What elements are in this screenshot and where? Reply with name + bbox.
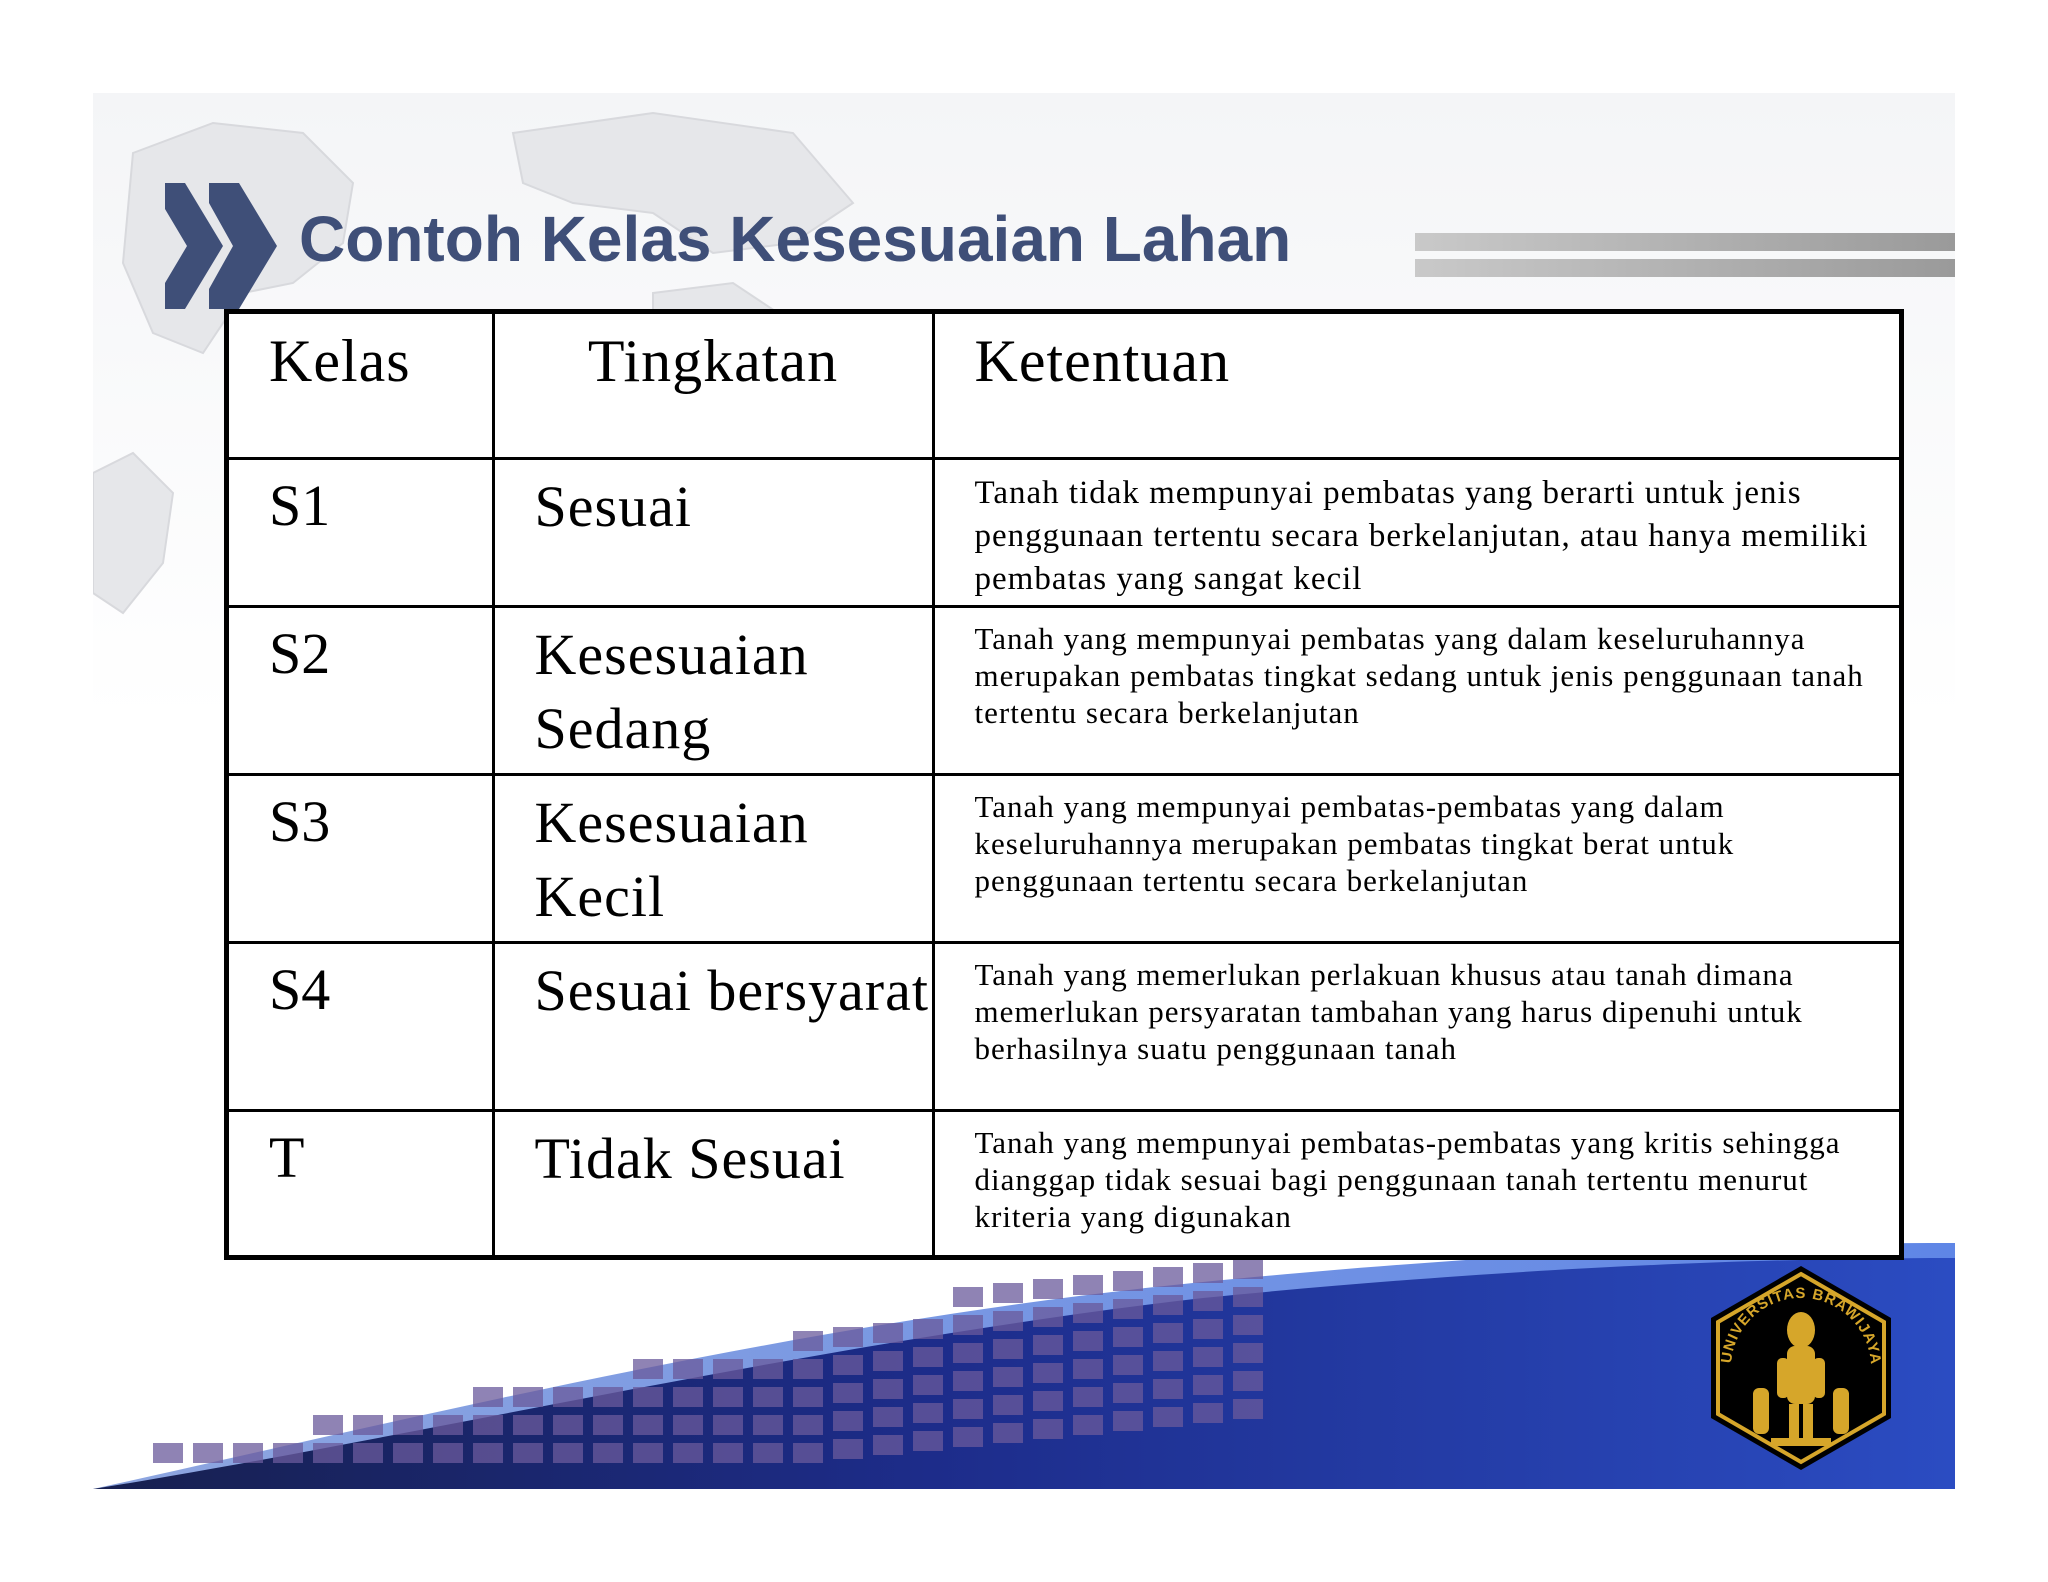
mosaic-tile	[1153, 1295, 1183, 1315]
mosaic-tile	[513, 1443, 543, 1463]
mosaic-tile	[913, 1403, 943, 1423]
mosaic-tile	[673, 1359, 703, 1379]
mosaic-tile	[1233, 1343, 1263, 1363]
mosaic-tile	[1113, 1383, 1143, 1403]
mosaic-tile	[553, 1415, 583, 1435]
mosaic-tile	[753, 1387, 783, 1407]
mosaic-tile	[313, 1443, 343, 1463]
mosaic-tile	[953, 1287, 983, 1307]
mosaic-tile	[993, 1339, 1023, 1359]
mosaic-tile	[833, 1383, 863, 1403]
header-kelas: Kelas	[229, 314, 493, 458]
mosaic-tile	[633, 1387, 663, 1407]
mosaic-tile	[1033, 1419, 1063, 1439]
mosaic-tile	[1113, 1355, 1143, 1375]
mosaic-tile	[1033, 1391, 1063, 1411]
mosaic-tile	[1153, 1407, 1183, 1427]
table-row	[229, 1110, 1899, 1255]
mosaic-tile	[1233, 1259, 1263, 1279]
mosaic-tile	[593, 1387, 623, 1407]
mosaic-tile	[1193, 1291, 1223, 1311]
mosaic-tile	[1233, 1315, 1263, 1335]
slide	[93, 93, 1955, 1489]
cell-ketentuan: Tanah yang mempunyai pembatas-pembatas yang kritis sehingga dianggap tidak sesuai bagi penggunaan tanah tertentu menurut kriteria yang digunakan	[933, 1110, 1899, 1255]
cell-ketentuan: Tanah yang mempunyai pembatas-pembatas yang dalam keseluruhannya merupakan pembatas tingkat berat untuk penggunaan tertentu secara berkelanjutan	[933, 774, 1899, 942]
mosaic-tile	[873, 1323, 903, 1343]
mosaic-tile	[353, 1415, 383, 1435]
mosaic-tile	[753, 1415, 783, 1435]
mosaic-tile	[593, 1415, 623, 1435]
mosaic-tile	[913, 1347, 943, 1367]
mosaic-tile	[753, 1443, 783, 1463]
cell-ketentuan: Tanah yang mempunyai pembatas yang dalam keseluruhannya merupakan pembatas tingkat sedang untuk jenis penggunaan tanah tertentu secara berkelanjutan	[933, 606, 1899, 774]
mosaic-tile	[833, 1439, 863, 1459]
cell-ketentuan: Tanah tidak mempunyai pembatas yang berarti untuk jenis penggunaan tertentu secara berkelanjutan, atau hanya memiliki pembatas yang sangat kecil	[933, 458, 1899, 606]
mosaic-tile	[993, 1283, 1023, 1303]
table-header-row	[229, 314, 1899, 458]
cell-kelas: T	[229, 1110, 493, 1255]
mosaic-tile	[1193, 1347, 1223, 1367]
mosaic-tile	[393, 1443, 423, 1463]
cell-tingkatan: Tidak Sesuai	[493, 1110, 933, 1255]
mosaic-tile	[1233, 1371, 1263, 1391]
mosaic-tile	[793, 1359, 823, 1379]
mosaic-tile	[593, 1443, 623, 1463]
mosaic-tile	[633, 1415, 663, 1435]
mosaic-tile	[1193, 1319, 1223, 1339]
mosaic-tile	[993, 1423, 1023, 1443]
mosaic-tile	[153, 1443, 183, 1463]
mosaic-tile	[233, 1443, 263, 1463]
cell-tingkatan: Sesuai bersyarat	[493, 942, 933, 1110]
mosaic-tile	[1073, 1303, 1103, 1323]
mosaic-tile	[833, 1355, 863, 1375]
mosaic-tile	[273, 1443, 303, 1463]
header-ketentuan: Ketentuan	[933, 314, 1899, 458]
mosaic-tile	[673, 1443, 703, 1463]
mosaic-tile	[873, 1351, 903, 1371]
mosaic-tile	[633, 1443, 663, 1463]
mosaic-tile	[713, 1387, 743, 1407]
mosaic-tile	[1073, 1275, 1103, 1295]
mosaic-tile	[1153, 1351, 1183, 1371]
mosaic-tile	[473, 1387, 503, 1407]
cell-tingkatan: Kesesuaian Kecil	[493, 774, 933, 942]
cell-kelas: S3	[229, 774, 493, 942]
mosaic-tile	[1073, 1331, 1103, 1351]
title-decoration-bar	[1415, 233, 1955, 281]
mosaic-tile	[673, 1415, 703, 1435]
cell-tingkatan: Sesuai	[493, 458, 933, 606]
mosaic-tile	[713, 1359, 743, 1379]
mosaic-tile	[713, 1443, 743, 1463]
mosaic-tile	[873, 1407, 903, 1427]
logo-text: UNIVERSITAS BRAWIJAYA	[1718, 1284, 1885, 1366]
table-row	[229, 606, 1899, 774]
mosaic-tile	[1073, 1415, 1103, 1435]
table-row	[229, 774, 1899, 942]
mosaic-tile	[1193, 1375, 1223, 1395]
mosaic-tile	[1073, 1359, 1103, 1379]
mosaic-tile	[913, 1431, 943, 1451]
mosaic-tile	[473, 1415, 503, 1435]
mosaic-tile	[673, 1387, 703, 1407]
cell-ketentuan: Tanah yang memerlukan perlakuan khusus atau tanah dimana memerlukan persyaratan tambahan yang harus dipenuhi untuk berhasilnya suatu penggunaan tanah	[933, 942, 1899, 1110]
table-row	[229, 942, 1899, 1110]
university-logo	[1691, 1258, 1911, 1478]
land-suitability-table	[224, 309, 1904, 1260]
mosaic-tile	[1153, 1323, 1183, 1343]
mosaic-tile	[953, 1371, 983, 1391]
mosaic-tile	[553, 1387, 583, 1407]
mosaic-tile	[913, 1319, 943, 1339]
mosaic-tile	[993, 1311, 1023, 1331]
title-chevron-icon	[165, 183, 277, 309]
header-tingkatan: Tingkatan	[493, 314, 933, 458]
mosaic-tile	[873, 1379, 903, 1399]
mosaic-tile	[193, 1443, 223, 1463]
mosaic-tile	[993, 1395, 1023, 1415]
mosaic-tile	[1073, 1387, 1103, 1407]
mosaic-tile	[633, 1359, 663, 1379]
mosaic-tile	[753, 1359, 783, 1379]
mosaic-tile	[433, 1415, 463, 1435]
mosaic-tile	[833, 1327, 863, 1347]
mosaic-tile	[313, 1415, 343, 1435]
mosaic-tile	[953, 1315, 983, 1335]
mosaic-tile	[913, 1375, 943, 1395]
mosaic-tile	[953, 1343, 983, 1363]
mosaic-tile	[393, 1415, 423, 1435]
table-row	[229, 458, 1899, 606]
mosaic-tile	[793, 1387, 823, 1407]
mosaic-tile	[1153, 1267, 1183, 1287]
page-title: Contoh Kelas Kesesuaian Lahan	[299, 203, 1292, 275]
cell-kelas: S1	[229, 458, 493, 606]
mosaic-tile	[1113, 1327, 1143, 1347]
cell-kelas: S2	[229, 606, 493, 774]
mosaic-tile	[793, 1443, 823, 1463]
mosaic-tile	[1033, 1335, 1063, 1355]
cell-kelas: S4	[229, 942, 493, 1110]
mosaic-tile	[513, 1387, 543, 1407]
mosaic-tile	[1233, 1287, 1263, 1307]
mosaic-tile	[513, 1415, 543, 1435]
mosaic-tile	[713, 1415, 743, 1435]
mosaic-tile	[793, 1331, 823, 1351]
mosaic-tile	[833, 1411, 863, 1431]
mosaic-tile	[1193, 1263, 1223, 1283]
mosaic-tile	[473, 1443, 503, 1463]
mosaic-tile	[793, 1415, 823, 1435]
mosaic-tile	[993, 1367, 1023, 1387]
mosaic-tile	[1233, 1399, 1263, 1419]
mosaic-tile	[1113, 1299, 1143, 1319]
mosaic-tile	[1193, 1403, 1223, 1423]
mosaic-tile	[1033, 1279, 1063, 1299]
mosaic-tile	[433, 1443, 463, 1463]
mosaic-tile	[1033, 1307, 1063, 1327]
mosaic-tile	[873, 1435, 903, 1455]
mosaic-tile	[953, 1427, 983, 1447]
mosaic-tile	[553, 1443, 583, 1463]
mosaic-tile	[1153, 1379, 1183, 1399]
mosaic-tile	[953, 1399, 983, 1419]
mosaic-tile	[1033, 1363, 1063, 1383]
mosaic-tile	[353, 1443, 383, 1463]
cell-tingkatan: Kesesuaian Sedang	[493, 606, 933, 774]
mosaic-tile	[1113, 1411, 1143, 1431]
mosaic-tile	[1113, 1271, 1143, 1291]
